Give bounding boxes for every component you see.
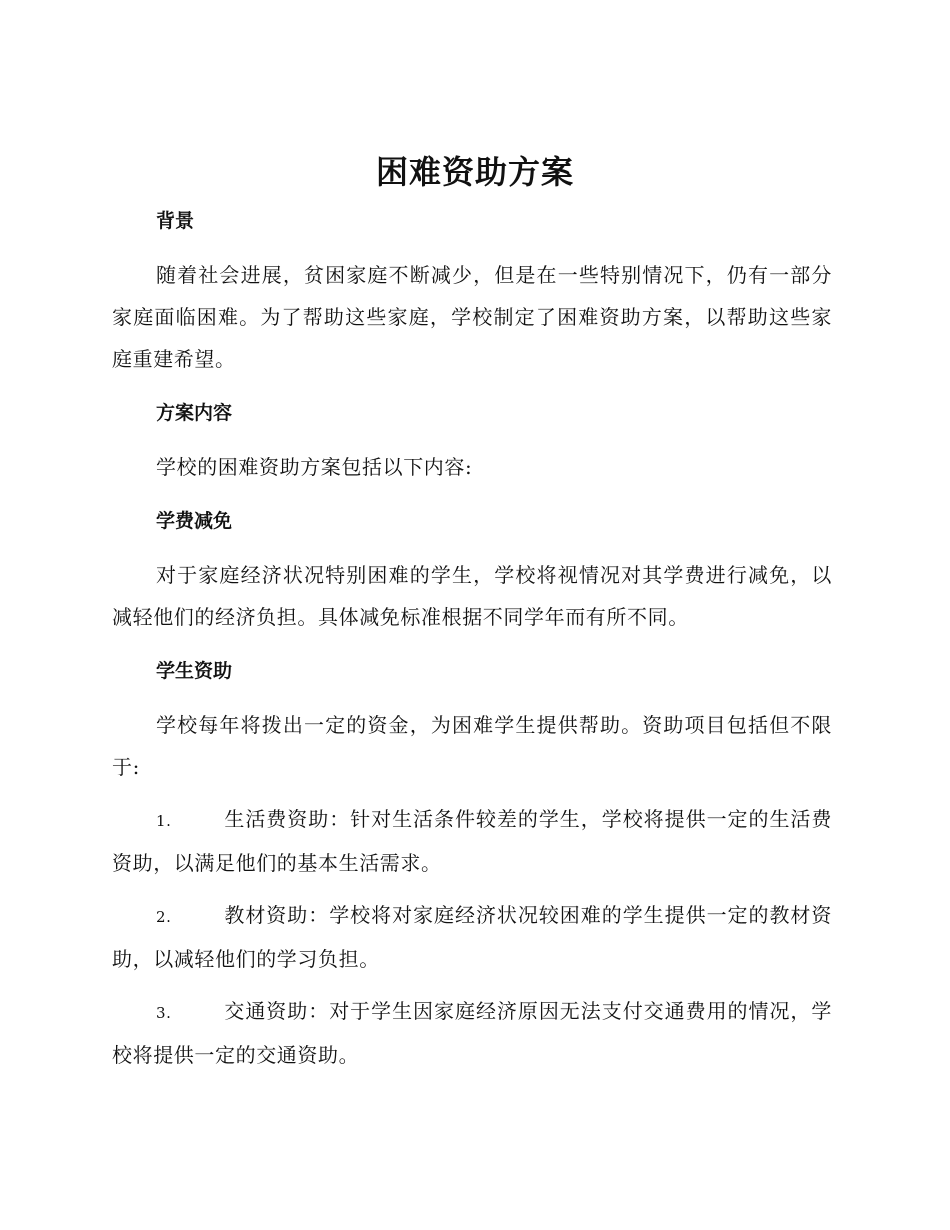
document-body — [112, 200, 832, 1076]
list-item — [112, 798, 832, 884]
heading-tuition: 学费减免 — [156, 510, 233, 532]
list-item — [112, 990, 832, 1076]
list-item-number: 2. — [156, 908, 172, 926]
list-item-text: 生活费资助：针对生活条件较差的学生，学校将提供一定的生活费资助，以满足他们的基本生活需求。 — [112, 807, 832, 875]
heading-aid: 学生资助 — [156, 660, 233, 682]
document-title: 困难资助方案 — [375, 153, 574, 191]
paragraph-background: 随着社会进展，贫困家庭不断减少，但是在一些特别情况下，仍有一部分家庭面临困难。为了帮助这些家庭，学校制定了困难资助方案，以帮助这些家庭重建希望。 — [112, 263, 832, 371]
list-item — [112, 894, 832, 980]
list-item-number: 1. — [156, 812, 172, 830]
list-item-text: 教材资助：学校将对家庭经济状况较困难的学生提供一定的教材资助，以减轻他们的学习负担。 — [112, 903, 832, 971]
paragraph-plan: 学校的困难资助方案包括以下内容: — [156, 455, 473, 479]
heading-plan: 方案内容 — [156, 402, 233, 424]
list-item-number: 3. — [156, 1004, 172, 1022]
list-item-text: 交通资助：对于学生因家庭经济原因无法支付交通费用的情况，学校将提供一定的交通资助。 — [112, 999, 832, 1067]
heading-background: 背景 — [156, 210, 195, 232]
paragraph-aid: 学校每年将拨出一定的资金，为困难学生提供帮助。资助项目包括但不限于: — [112, 713, 832, 779]
paragraph-tuition: 对于家庭经济状况特别困难的学生，学校将视情况对其学费进行减免，以减轻他们的经济负担。具体减免标准根据不同学年而有所不同。 — [112, 563, 832, 629]
